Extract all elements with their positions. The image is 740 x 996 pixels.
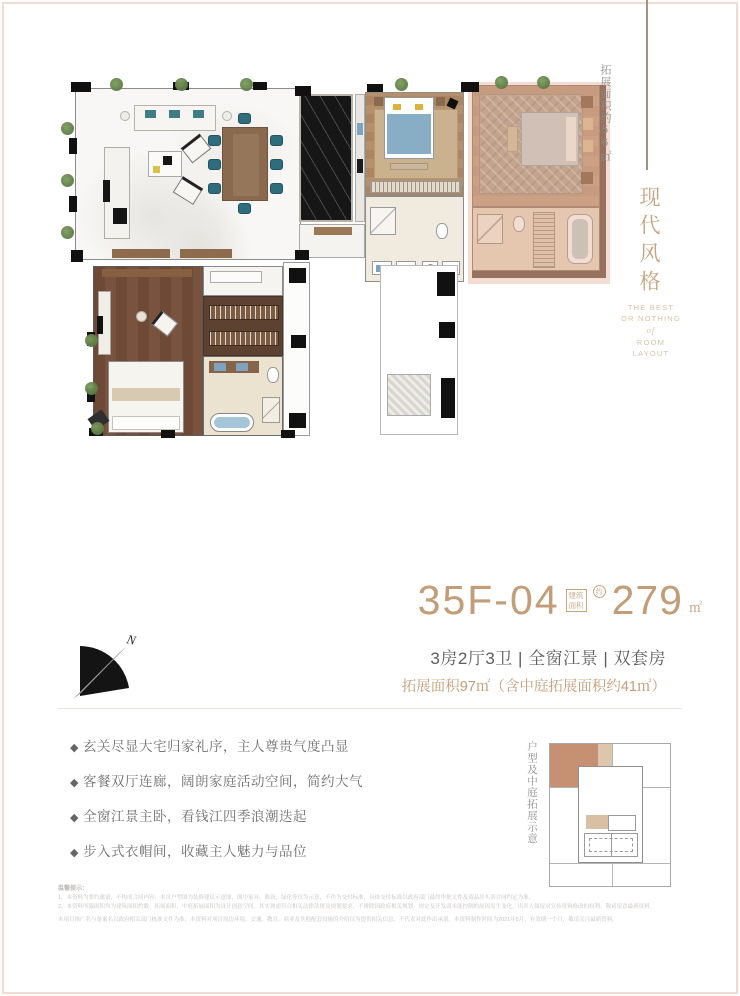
- diagram-inner-court: [578, 766, 643, 863]
- pillow: [393, 104, 401, 110]
- lounge-chair: [151, 310, 178, 336]
- coffee-table: [148, 151, 182, 177]
- compass: [68, 630, 138, 702]
- feature-item: [70, 770, 363, 790]
- column: [161, 430, 175, 438]
- feature-list: [70, 735, 363, 875]
- corridor: [283, 262, 310, 436]
- pillows: [112, 416, 180, 430]
- throw-blanket: [112, 388, 180, 401]
- service-corridor: [380, 265, 458, 435]
- armchair: [181, 134, 212, 164]
- toilet: [267, 367, 279, 383]
- sofa-pillow: [193, 110, 204, 118]
- mini-schematic: [584, 833, 638, 857]
- sink: [236, 363, 248, 371]
- dining-chair: [238, 203, 251, 214]
- plant: [175, 78, 188, 91]
- column: [461, 82, 479, 92]
- low-sideboard: [180, 249, 232, 258]
- table-decor: [153, 166, 160, 173]
- english-tagline: [612, 302, 690, 359]
- diamond-bullet-icon: ◆: [70, 777, 79, 789]
- console-table: [314, 227, 352, 235]
- plant: [61, 174, 74, 187]
- pantry-strip: [355, 94, 365, 222]
- toilet: [436, 223, 448, 239]
- double-vanity: [209, 361, 259, 373]
- shower: [370, 207, 396, 235]
- bedroom-2: [365, 92, 464, 196]
- tagline-line: OR NOTHING: [621, 314, 681, 324]
- plant: [61, 122, 74, 135]
- wardrobe: [370, 181, 461, 193]
- column: [253, 82, 267, 90]
- shower: [262, 397, 280, 423]
- unit-block: [586, 815, 608, 829]
- tagline-line: of: [646, 325, 656, 335]
- column: [367, 84, 383, 92]
- location-diagram: [525, 735, 700, 890]
- column: [437, 272, 455, 296]
- bathtub: [210, 413, 254, 432]
- side-table: [222, 111, 232, 121]
- compass-fan: [80, 646, 129, 696]
- tv: [103, 180, 110, 202]
- area-value: 279: [611, 577, 683, 623]
- column: [439, 322, 455, 338]
- living-dining-room: [75, 88, 301, 260]
- dining-chair: [270, 159, 283, 170]
- feature-item: [70, 840, 363, 860]
- media-box: [113, 208, 127, 224]
- unit-cell: [608, 815, 636, 831]
- column: [291, 335, 306, 348]
- master-bed: [108, 361, 184, 433]
- expansion-area-vertical-label: 拓展面积约56㎡: [599, 64, 611, 162]
- feature-text: 步入式衣帽间，收藏主人魅力与品位: [82, 844, 307, 859]
- feature-text: 客餐双厅连廊，阔朗家庭活动空间，简约大气: [82, 774, 363, 789]
- closet-shelf: [209, 331, 279, 346]
- dining-chair: [208, 159, 221, 170]
- diamond-bullet-icon: ◆: [70, 812, 79, 824]
- blanket: [387, 114, 431, 154]
- plant: [537, 76, 550, 89]
- tub-water: [214, 417, 250, 428]
- cabinet: [210, 271, 262, 283]
- compass-north-label: N: [125, 631, 138, 649]
- expansion-highlight-overlay: [468, 82, 610, 284]
- column: [71, 82, 91, 92]
- style-vertical-label: 现代风格: [637, 186, 660, 298]
- column: [281, 430, 295, 438]
- section-divider: [58, 708, 682, 709]
- table-decor: [163, 156, 172, 165]
- dining-table: [222, 127, 268, 201]
- plant: [395, 78, 408, 91]
- tv-console: [98, 291, 111, 355]
- disclaimer-line: 2、本资料所载面积均为建筑面积约数；拓展面积、中庭拓展面积为设计创意空间，其实现需符合相关法律法规及规划要求，不排除因政府相关规划、规定及开发商未能控制的原因发生变化，出卖人保留对宣传资料修改的权利，敬请留意最新资料。: [58, 904, 656, 911]
- sofa: [134, 105, 216, 131]
- column: [295, 86, 311, 96]
- area-box-line: 建筑: [568, 591, 584, 601]
- area-box-line: 面积: [568, 600, 584, 610]
- dining-chair: [270, 183, 283, 194]
- column: [71, 250, 83, 262]
- unit-number: 35F-04: [417, 577, 560, 623]
- tv: [97, 316, 103, 334]
- round-table: [136, 311, 147, 322]
- nightstand: [374, 97, 383, 106]
- suite-entry: [203, 266, 283, 296]
- feature-text: 全窗江景主卧，看钱江四季浪潮迭起: [82, 809, 307, 824]
- diagram-outer-footprint: [549, 743, 671, 887]
- diagram-caption: 户型及中庭拓展示意: [526, 741, 538, 845]
- vertical-rule: [646, 0, 648, 170]
- column: [69, 196, 77, 212]
- column: [69, 138, 77, 154]
- shaft-hatch: [387, 374, 431, 416]
- column: [289, 413, 306, 428]
- column: [289, 268, 306, 283]
- dining-chair: [208, 183, 221, 194]
- feature-item: [70, 805, 363, 825]
- closet-shelf: [209, 305, 279, 320]
- low-sideboard: [112, 249, 170, 258]
- layout-specs: 3房2厅3卫 | 全窗江景 | 双套房: [430, 649, 666, 668]
- nightstand: [436, 97, 445, 106]
- walk-in-closet: [203, 296, 283, 356]
- tagline-line: THE BEST: [627, 303, 675, 312]
- diamond-bullet-icon: ◆: [70, 847, 79, 859]
- column: [295, 250, 309, 260]
- disclaimer: [58, 883, 686, 925]
- disclaimer-paragraph: 本项目推广名与备案名以政府相关部门核准文件为准；本资料对项目周边环境、交通、教育、商业及其他配套设施的介绍仅为提供相关信息，不代表对此作出承诺。本资料制作时间为2021年5月，有效期一个月，敬请关注最新资料。: [58, 917, 618, 924]
- extended-suite: [472, 85, 606, 283]
- floor-plan: [65, 82, 605, 442]
- pillow: [415, 104, 423, 110]
- dining-chair: [270, 135, 283, 146]
- feature-item: [70, 735, 363, 755]
- plant: [85, 334, 98, 347]
- unit-title: [417, 577, 702, 623]
- plant: [61, 226, 74, 239]
- dining-chair: [208, 135, 221, 146]
- approx-mark: 约: [593, 585, 606, 598]
- grid-line: [611, 834, 612, 856]
- plant: [110, 78, 123, 91]
- grid-line: [550, 863, 670, 864]
- bed-bench: [390, 163, 428, 170]
- area-unit: ㎡: [688, 600, 702, 615]
- master-suite: [93, 262, 310, 436]
- sofa-pillow: [145, 110, 156, 118]
- disclaimer-heading: 温馨提示：: [58, 886, 89, 892]
- armchair: [173, 176, 203, 205]
- appliance: [357, 159, 363, 173]
- plant: [91, 422, 104, 435]
- dining-chair: [238, 113, 251, 124]
- plant: [495, 76, 508, 89]
- sideboard: [102, 269, 192, 277]
- black-marble-core: [299, 94, 353, 222]
- floor-lamp: [447, 98, 459, 110]
- side-table: [120, 111, 130, 121]
- table-runner: [233, 134, 259, 196]
- plant: [85, 382, 98, 395]
- sofa-pillow: [169, 110, 180, 118]
- master-bathroom: [203, 356, 283, 436]
- tagline-line: ROOM: [636, 337, 666, 347]
- tagline-line: LAYOUT: [632, 348, 670, 358]
- appliance: [357, 123, 363, 135]
- compass-graphic: [68, 630, 138, 702]
- expansion-block: [598, 744, 612, 768]
- bed: [384, 97, 434, 159]
- diamond-bullet-icon: ◆: [70, 742, 79, 754]
- area-type-box: [566, 589, 587, 612]
- expansion-area-line: 拓展面积97㎡（含中庭拓展面积约41㎡）: [401, 679, 666, 695]
- feature-text: 玄关尽显大宅归家礼序，主人尊贵气度凸显: [82, 739, 349, 754]
- column: [441, 378, 455, 418]
- plant: [240, 78, 253, 91]
- tv-sideboard: [104, 147, 130, 239]
- disclaimer-line: 1、本资料为要约邀请，不构成合同内容；本页户型图为装修建议示意图，图中家具、陈设、绿化等仅为示意，不作为交付标准，具体交付标准以政府部门最终审批文件及商品房买卖合同约定为准。: [58, 895, 535, 901]
- master-bedroom: [93, 266, 203, 436]
- sink: [214, 363, 226, 371]
